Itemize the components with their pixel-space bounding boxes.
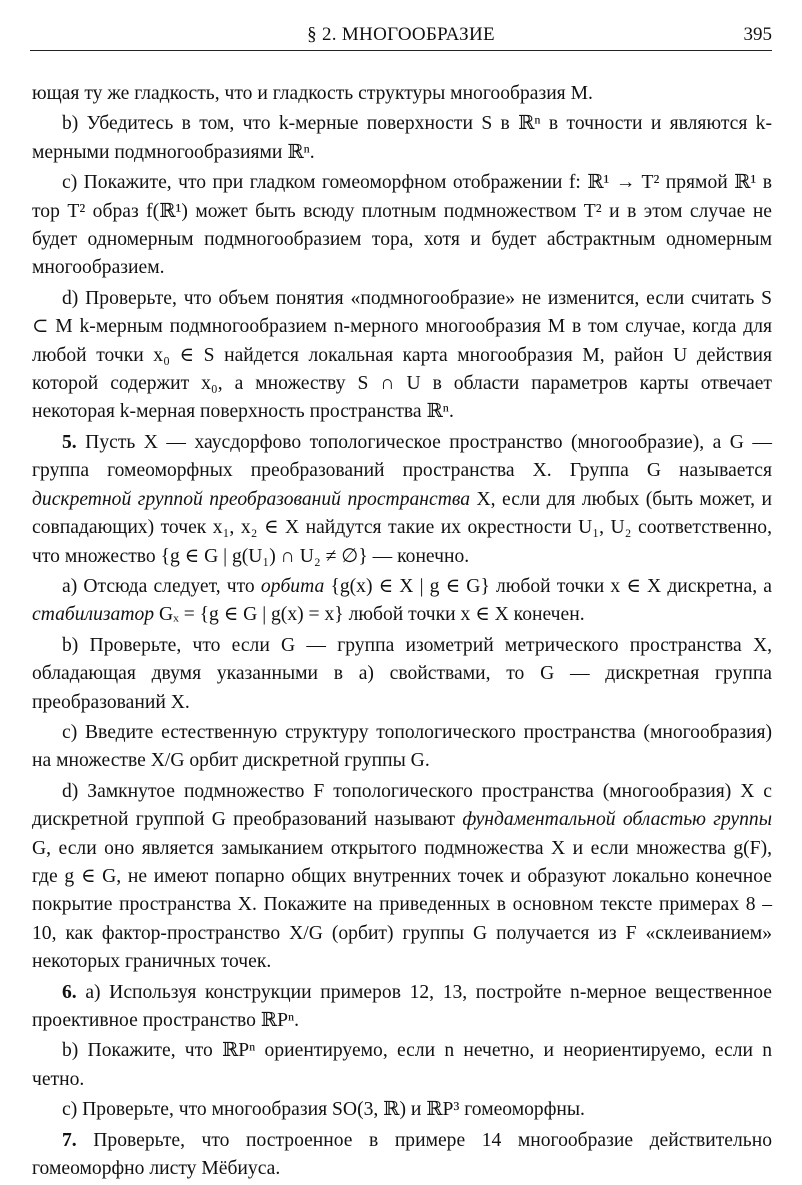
running-header bbox=[30, 22, 772, 51]
exercise-5a: a) Отсюда следует, что орбита {g(x) ∈ X | g ∈ G} любой точки x ∈ X дискретна, а стабилизатор Gₓ = {g ∈ G | g(x) = x} любой точки x ∈ X конечен. bbox=[32, 575, 772, 626]
defined-term: дискретной группой преобразований пространства bbox=[32, 488, 471, 510]
exercise-6b: b) Покажите, что ℝPⁿ ориентируемо, если n нечетно, и неориентируемо, если n четно. bbox=[32, 1040, 772, 1090]
page-number: 395 bbox=[743, 24, 772, 45]
exercise-4c: c) Покажите, что при гладком гомеоморфном отображении f: ℝ¹ → T² прямой ℝ¹ в тор T² образ f(ℝ¹) может быть всюду плотным подмножеством T² и в этом случае не будет одномерным подмногообразием тора, хотя и будет абстрактным одномерным многообразием. bbox=[32, 172, 772, 279]
exercise-6c: c) Проверьте, что многообразия SO(3, ℝ) и ℝP³ гомеоморфны. bbox=[62, 1099, 585, 1121]
page-body bbox=[32, 80, 772, 1183]
defined-term: стабилизатор bbox=[32, 604, 155, 626]
exercise-6: 6. a) Используя конструкции примеров 12, 13, постройте n-мерное вещественное проективное пространство ℝPⁿ. bbox=[32, 981, 772, 1031]
exercise-7: 7. Проверьте, что построенное в примере 14 многообразие действительно гомеоморфно листу Мёбиуса. bbox=[32, 1129, 772, 1180]
exercise-4d: d) Проверьте, что объем понятия «подмногообразие» не изменится, если считать S ⊂ M k-мерным подмногообразием n-мерного многообразия M в том случае, когда для любой точки x₀ ∈ S найдется локальная карта многообразия M, район U действия которой содержит x₀, а множеству S ∩ U в области параметров карты отвечает некоторая k-мерная поверхность пространства ℝⁿ. bbox=[32, 287, 772, 423]
exercise-5c: c) Введите естественную структуру топологического пространства (многообразия) на множестве X/G орбит дискретной группы G. bbox=[32, 721, 772, 772]
exercise-4b: b) Убедитесь в том, что k-мерные поверхности S в ℝⁿ в точности и являются k-мерными подмногообразиями ℝⁿ. bbox=[32, 113, 772, 163]
section-title: § 2. МНОГООБРАЗИЕ bbox=[307, 24, 495, 45]
exercise-number: 7. bbox=[62, 1129, 77, 1151]
exercise-5b: b) Проверьте, что если G — группа изометрий метрического пространства X, обладающая двумя указанными в a) свойствами, то G — дискретная группа преобразований X. bbox=[32, 634, 772, 713]
exercise-number: 5. bbox=[62, 431, 77, 453]
exercise-5d: d) Замкнутое подмножество F топологического пространства (многообразия) X с дискретной группой G преобразований называют фундаментальной областью группы G, если оно является замыканием открытого подмножества X и если множества g(F), где g ∈ G, не имеют попарно общих внутренних точек и образуют локально конечное покрытие пространства X. Покажите на приведенных в основном тексте примерах 8 – 10, как фактор-пространство X/G (орбит) группы G получается из F «склеиванием» некоторых граничных точек. bbox=[32, 780, 772, 973]
defined-term: фундаментальной областью группы bbox=[462, 809, 772, 831]
exercise-5: 5. Пусть X — хаусдорфово топологическое пространство (многообразие), а G — группа гомеоморфных преобразований пространства X. Группа G называется дискретной группой преобразований пространства X, если для любых (быть может, и совпадающих) точек x₁, x₂ ∈ X найдутся такие их окрестности U₁, U₂ соответственно, что множество {g ∈ G | g(U₁) ∩ U₂ ≠ ∅} — конечно. bbox=[32, 431, 772, 567]
paragraph-continuation: ющая ту же гладкость, что и гладкость структуры многообразия M. bbox=[32, 83, 593, 104]
defined-term: орбита bbox=[260, 575, 325, 597]
exercise-number: 6. bbox=[62, 981, 77, 1003]
